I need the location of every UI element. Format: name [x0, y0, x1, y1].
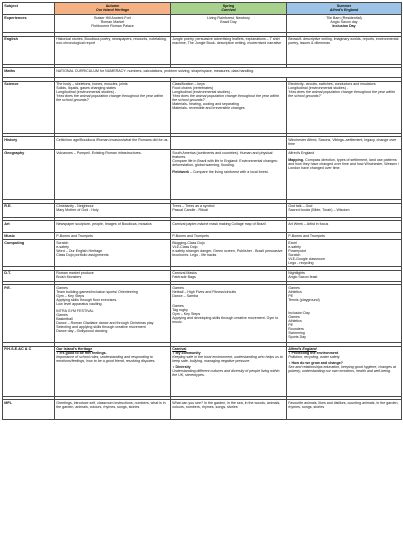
computing-item: Lego - recycling: [288, 260, 314, 265]
subject-label: English: [3, 36, 55, 64]
computing-item: Blogging-Class Dojo: [172, 240, 205, 245]
row-pe: [3, 285, 402, 343]
music-summer: P-Bones and Trumpets: [287, 233, 402, 240]
pe-item: Selecting and applying skills through creative movement: [56, 325, 146, 330]
row-maths: [3, 68, 402, 78]
pe-item: Dance – Roman Gladiator dance and through Christmas play: [56, 320, 154, 325]
pshe-heading: • How do we grow and change?: [288, 361, 400, 365]
header-row: [3, 3, 402, 15]
art-autumn: Newspaper sculpture- people, Images of Boudicca, mosaics: [55, 221, 171, 233]
science-item: Electricity- circuits, switches, conductors and insulators: [288, 82, 376, 87]
geography-mapping: [288, 158, 400, 170]
row-pshe: [3, 346, 402, 396]
pshe-text: Pollution, recycling, water safety: [288, 355, 340, 360]
pe-item: Basketball: [56, 316, 73, 321]
pshe-text: Keeping safe in the local environment, understanding who helps us to keep safe, bullying, managing negative pressure.: [172, 355, 283, 364]
science-autumn: [55, 81, 171, 133]
geography-spring: [171, 150, 287, 200]
row-computing: [3, 240, 402, 267]
computing-item: e-safety: [288, 244, 301, 249]
pe-item: Applying skills through floor exercises.: [56, 297, 118, 302]
summer-season: Summer: [336, 3, 352, 8]
pe-spring: [171, 285, 287, 343]
geography-autumn: Volcanoes – Pompeii. Existing Roman infrastructures.: [55, 150, 171, 200]
science-item: The body – skeletons, bones, muscles, joints: [56, 82, 128, 87]
pe-item: Athletics: [288, 318, 302, 323]
subject-label: R.E.: [3, 203, 55, 217]
pe-item: Inclusion Day: [288, 310, 310, 315]
pshe-text: Sex and relationships education, keeping good hygiene, changes at puberty, understanding our own emotions, health and well-being.: [288, 365, 396, 374]
pe-item: Games: [56, 285, 68, 290]
experience-item: Roman Market: [100, 19, 125, 24]
art-spring: Carnival papier-mâché mask making Collage map of Brazil: [171, 221, 287, 233]
geography-item: Compare life in Brazil with life in England: Environmental changes: deforestation, global warming, flooding.: [172, 158, 278, 167]
experience-item: Fishbourne Roman Palace: [91, 23, 134, 28]
row-music: [3, 233, 402, 240]
autumn-topic: Our Island Heritage: [95, 7, 130, 12]
row-history: [3, 137, 402, 150]
row-mfl: [3, 400, 402, 420]
pe-item: Games: [172, 303, 184, 308]
experience-item: Anglo Saxon day: [330, 19, 358, 24]
pe-item: Dance – Samba: [172, 293, 198, 298]
pe-item: Applying and developing skills through creative movement. Gym to music.: [172, 315, 279, 324]
pe-item: Tag rugby: [172, 307, 188, 312]
dt-item: Fairtrade Bags: [172, 275, 196, 280]
re-summer: [287, 203, 402, 217]
subject-label: Music: [3, 233, 55, 240]
science-item: Materials- reversible and irreversible changes: [172, 106, 245, 111]
mapping-label: Mapping: [288, 157, 303, 162]
pe-item: Dance day – Bollywood dancing: [56, 329, 108, 334]
mfl-spring: What can you see? In the garden, in the sea, in the woods, animals, colours, numbers, rhymes, songs, stories: [171, 400, 287, 420]
row-dt: [3, 270, 402, 281]
science-item: Food chains (vertebrates): [172, 86, 214, 91]
subject-label: Science: [3, 81, 55, 133]
subject-label: P.E.: [3, 285, 55, 343]
subject-label: MFL: [3, 400, 55, 420]
history-summer: Winchester Alfred, Saxons, Vikings–settlement, legacy, change over time: [287, 137, 402, 150]
dt-spring: [171, 270, 287, 281]
history-autumn: Celtic/iron age/Boudicca /Roman invasion/what the Romans did for us.: [55, 137, 171, 150]
subject-label: Maths: [3, 68, 55, 78]
computing-item: Word – Our English Heritage: [56, 248, 103, 253]
pe-item: Athletics: [288, 289, 302, 294]
re-item: Mary Mother of God - Holy: [56, 208, 99, 213]
re-item: God talk – God: [288, 204, 313, 209]
pe-item: Games: [172, 285, 184, 290]
pshe-spring: [171, 346, 287, 396]
pshe-text: Importance of school rules, understanding and responding to emotions/feelings, how to be a good friend, resolving disputes.: [56, 355, 156, 364]
dt-item: Roman market produce: [56, 271, 94, 276]
subject-label: Experiences: [3, 15, 55, 33]
experience-item: Tile Barn (Residential): [326, 15, 362, 20]
dt-summer: [287, 270, 402, 281]
fieldwork-text: – Compare the living rainforest with a local forest.: [188, 169, 269, 174]
computing-item: Excel: [288, 240, 297, 245]
computing-item: Powerpoint: [288, 248, 307, 253]
pe-item: Netball – High Fives and Fitness/circuits: [172, 289, 237, 294]
autumn-season: Autumn: [105, 3, 120, 8]
row-experiences: [3, 15, 402, 33]
mapping-text: - Compass direction, types of settlement, land use patterns and how they have changed over time and how Winchester, Wessex / London have changed over time.: [288, 157, 399, 170]
pshe-heading: • My community: [172, 351, 285, 355]
pe-item: Gym – Key Steps: [56, 293, 85, 298]
science-item: Longitudinal (environmental studies) -: [288, 86, 349, 91]
computing-item: Class Dojo portfolio assignments: [56, 252, 109, 257]
experience-item: Inclusion Day: [332, 23, 356, 28]
pe-item: Gym – Key Steps: [172, 311, 201, 316]
pshe-topic: Carnival: [172, 347, 187, 352]
experiences-autumn: [55, 15, 171, 33]
summer-topic: Alfred's England: [329, 7, 359, 12]
row-re: [3, 203, 402, 217]
pe-item: Games: [288, 314, 300, 319]
row-english: [3, 36, 402, 64]
re-item: Trees – Trees as a symbol: [172, 204, 215, 209]
pe-item: PE: [288, 322, 293, 327]
pshe-heading: • It's good to be me/ feelings.: [56, 351, 169, 355]
geography-summer: [287, 150, 402, 200]
computing-spring: [171, 240, 287, 267]
pe-summer: [287, 285, 402, 343]
subject-label: Art: [3, 221, 55, 233]
dt-item: Anglo Saxon feast: [288, 275, 318, 280]
computing-item: Scratch: [56, 240, 69, 245]
science-item: Classification – keys: [172, 82, 205, 87]
pe-item: Swimming: [288, 331, 305, 336]
science-spring: [171, 81, 287, 133]
re-item: Pascal Candle - Ritual: [172, 208, 208, 213]
subject-label: P.H.S.E.&C & C: [3, 346, 55, 396]
computing-item: e-safety: [56, 244, 69, 249]
science-item: Longitudinal (environmental studies) -: [56, 90, 117, 95]
pshe-heading: • Protecting the environment: [288, 351, 400, 355]
computing-autumn: [55, 240, 171, 267]
pe-item: Low level apparatus vaulting.: [56, 301, 103, 306]
pe-item: Sports Day: [288, 335, 306, 340]
geography-fieldwork: [172, 170, 285, 174]
dt-autumn: [55, 270, 171, 281]
dt-item: Carnival Masks: [172, 271, 197, 276]
pe-autumn: [55, 285, 171, 343]
experiences-summer: [287, 15, 402, 33]
music-spring: P-Bones and Trumpets: [171, 233, 287, 240]
re-item: Sacred books (Bible, Torah) – Wisdom: [288, 208, 350, 213]
row-science: [3, 81, 402, 133]
curriculum-table: [2, 2, 402, 420]
art-summer: Art Week – Artist in focus: [287, 221, 402, 233]
pshe-heading: • Diversity: [172, 365, 285, 369]
subject-header: Subject: [3, 3, 55, 15]
mfl-autumn: Greetings, introduce self, classroom instructions, numbers, what is in the garden, animals, colours, rhymes, songs, stories: [55, 400, 171, 420]
pe-item: Team building games/Inclusion sports/ Orienteering: [56, 289, 138, 294]
science-question: 'How does the animal population change throughout the year within the school grounds?': [288, 90, 396, 99]
pe-item: Rounders: [288, 326, 304, 331]
pe-item: INTRA GYM FESTIVAL: [56, 308, 94, 313]
summer-header: [287, 3, 402, 15]
music-autumn: P-Bones and Trumpets: [55, 233, 171, 240]
experience-item: Brazil Day: [220, 19, 237, 24]
mfl-summer: Favourite animals, likes and dislikes, counting animals, in the garden, rhymes, songs, stories: [287, 400, 402, 420]
spring-season: Spring: [222, 3, 235, 8]
spring-header: [171, 3, 287, 15]
re-autumn: [55, 203, 171, 217]
science-summer: [287, 81, 402, 133]
computing-item: e-safety stranger danger, Green screen, Publisher - Brazil persuasive brochures. Lego - life hacks: [172, 248, 283, 257]
subject-label: D.T.: [3, 270, 55, 281]
re-item: Christianity - Neighbour: [56, 204, 94, 209]
computing-item: Scratch: [288, 252, 301, 257]
science-question: 'How does the animal population change throughout the year within the school grounds?': [172, 94, 280, 103]
pshe-topic: Our Island's Heritage: [56, 347, 93, 352]
computing-item: VLE-Class Dojo: [172, 244, 198, 249]
maths-all-terms: NATIONAL CURRICULUM for NUMERACY: numbers, calculations, problem solving, shape/space, measures, data handling.: [55, 68, 402, 78]
history-spring: [171, 137, 287, 150]
pe-item: PE: [288, 293, 293, 298]
pe-spacer: [288, 302, 400, 311]
pshe-summer: [287, 346, 402, 396]
computing-summer: [287, 240, 402, 267]
pshe-topic: Alfred's England: [288, 347, 317, 352]
row-art: [3, 221, 402, 233]
pe-item: Tennis (playground): [288, 297, 320, 302]
pshe-text: Understanding different cultures and diversity of people living within the UK, stereotypes.: [172, 369, 280, 378]
science-item: Solids, liquids, gases changing states: [56, 86, 116, 91]
row-geography: [3, 150, 402, 200]
english-autumn: Historical stories, Boudicca poetry, newspapers, recounts, notetaking, non-chronological report: [55, 36, 171, 64]
subject-label: History: [3, 137, 55, 150]
pe-item: Games: [56, 312, 68, 317]
dt-item: Nightlights: [288, 271, 305, 276]
science-question: 'How does the animal population change throughout the year within the school grounds?': [56, 94, 164, 103]
spring-topic: Carnival: [221, 7, 236, 12]
experiences-spring: [171, 15, 287, 33]
subject-label: Computing: [3, 240, 55, 267]
fieldwork-label: Fieldwork: [172, 169, 189, 174]
pshe-autumn: [55, 346, 171, 396]
geography-item: Alfred's England: [288, 150, 315, 155]
autumn-header: [55, 3, 171, 15]
subject-label: Geography: [3, 150, 55, 200]
re-spring: [171, 203, 287, 217]
computing-item: VLE-Google classroom: [288, 256, 326, 261]
dt-item: Brush Monsters: [56, 275, 82, 280]
science-item: Materials- heating, cooling and separating: [172, 102, 239, 107]
science-item: Longitudinal (environmental studies) -: [172, 90, 233, 95]
english-spring: Jungle poetry, persuasive advertising leaflets, explanations – T shirt machine, The Jungle Book- descriptive writing, modernised narrative: [171, 36, 287, 64]
pe-item: Games: [288, 285, 300, 290]
experience-item: Butser Hill Ancient Fort: [94, 15, 131, 20]
english-summer: Beowulf- descriptive writing, imaginary worlds, reports, environmental poetry, issues & dilemmas: [287, 36, 402, 64]
geography-item: South America (continents and countries). Human and physical features.: [172, 150, 273, 159]
experience-item: Living Rainforest, Newbury: [207, 15, 250, 20]
